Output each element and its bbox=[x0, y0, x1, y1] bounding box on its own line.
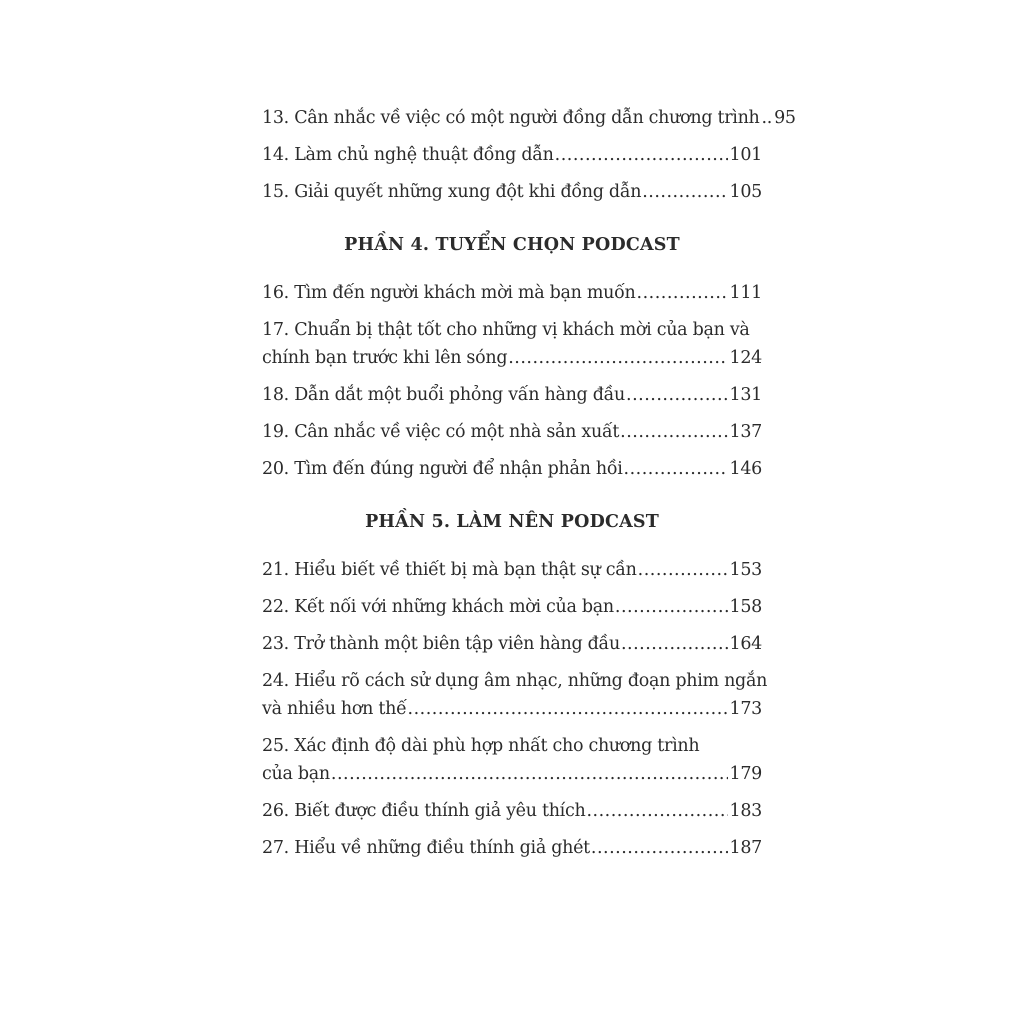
toc-entry-line bbox=[262, 797, 762, 825]
toc-entry-26[interactable] bbox=[262, 797, 762, 825]
toc-entry-15[interactable] bbox=[262, 178, 762, 206]
toc-entry-page: 153 bbox=[729, 560, 762, 580]
toc-entry-page: 179 bbox=[729, 764, 762, 784]
dot-leader bbox=[624, 455, 729, 483]
toc-entry-line bbox=[262, 695, 762, 723]
dot-leader bbox=[586, 797, 728, 825]
toc-entry-line bbox=[262, 279, 762, 307]
dot-leader bbox=[508, 344, 728, 372]
toc-entry-title: chính bạn trước khi lên sóng bbox=[262, 348, 508, 368]
dot-leader bbox=[642, 178, 728, 206]
dot-leader bbox=[331, 760, 729, 788]
toc-entry-page: 164 bbox=[729, 634, 762, 654]
toc-entry-title-line1: 24. Hiểu rõ cách sử dụng âm nhạc, những đoạn phim ngắn bbox=[262, 671, 768, 691]
toc-entry-page: 187 bbox=[729, 838, 762, 858]
toc-entry-page: 105 bbox=[729, 182, 762, 202]
toc-entry-title: của bạn bbox=[262, 764, 330, 784]
toc-entry-page: 183 bbox=[729, 801, 762, 821]
toc-entry-title: 23. Trở thành một biên tập viên hàng đầu bbox=[262, 634, 620, 654]
toc-entry-page: 146 bbox=[729, 459, 762, 479]
toc-entry-title: 21. Hiểu biết về thiết bị mà bạn thật sự cần bbox=[262, 560, 637, 580]
toc-entry-page: 111 bbox=[729, 283, 762, 303]
dot-leader bbox=[615, 593, 729, 621]
toc-entry-27[interactable] bbox=[262, 834, 762, 862]
toc-entry-line bbox=[262, 834, 762, 862]
toc-entry-25[interactable] bbox=[262, 732, 762, 788]
toc-entry-title: và nhiều hơn thế bbox=[262, 699, 407, 719]
toc-entry-page: 124 bbox=[729, 348, 762, 368]
section-heading-part-5: PHẦN 5. LÀM NÊN PODCAST bbox=[365, 512, 659, 532]
toc-entry-16[interactable] bbox=[262, 279, 762, 307]
toc-entry-line bbox=[262, 381, 762, 409]
toc-entry-13[interactable] bbox=[262, 104, 796, 132]
dot-leader bbox=[408, 695, 729, 723]
toc-entry-page: 158 bbox=[729, 597, 762, 617]
toc-entry-line bbox=[262, 104, 796, 132]
toc-entry-title-line1: 25. Xác định độ dài phù hợp nhất cho chương trình bbox=[262, 736, 700, 756]
toc-entry-line bbox=[262, 418, 762, 446]
toc-entry-title: 22. Kết nối với những khách mời của bạn bbox=[262, 597, 614, 617]
dot-leader bbox=[591, 834, 729, 862]
toc-entry-20[interactable] bbox=[262, 455, 762, 483]
toc-entry-24[interactable] bbox=[262, 667, 768, 723]
toc-entry-line bbox=[262, 556, 762, 584]
toc-entry-short-leader: .. bbox=[761, 108, 773, 128]
toc-entry-page: 173 bbox=[729, 699, 762, 719]
toc-entry-title: 15. Giải quyết những xung đột khi đồng dẫn bbox=[262, 182, 642, 202]
toc-entry-title: 20. Tìm đến đúng người để nhận phản hồi bbox=[262, 459, 623, 479]
dot-leader bbox=[620, 418, 728, 446]
toc-entry-title-line1: 17. Chuẩn bị thật tốt cho những vị khách mời của bạn và bbox=[262, 320, 750, 340]
toc-entry-title: 16. Tìm đến người khách mời mà bạn muốn bbox=[262, 283, 636, 303]
toc-entry-title: 19. Cân nhắc về việc có một nhà sản xuất bbox=[262, 422, 620, 442]
toc-entry-22[interactable] bbox=[262, 593, 762, 621]
toc-entry-line bbox=[262, 630, 762, 658]
dot-leader bbox=[555, 141, 729, 169]
toc-entry-page: 131 bbox=[729, 385, 762, 405]
toc-entry-line bbox=[262, 141, 762, 169]
toc-entry-21[interactable] bbox=[262, 556, 762, 584]
toc-entry-line bbox=[262, 344, 762, 372]
toc-entry-18[interactable] bbox=[262, 381, 762, 409]
toc-entry-page: 95 bbox=[774, 108, 796, 128]
toc-entry-title: 14. Làm chủ nghệ thuật đồng dẫn bbox=[262, 145, 554, 165]
toc-entry-page: 101 bbox=[729, 145, 762, 165]
toc-entry-line bbox=[262, 760, 762, 788]
toc-entry-title: 27. Hiểu về những điều thính giả ghét bbox=[262, 838, 590, 858]
dot-leader bbox=[621, 630, 729, 658]
section-heading-part-4: PHẦN 4. TUYỂN CHỌN PODCAST bbox=[344, 235, 680, 255]
dot-leader bbox=[626, 381, 728, 409]
toc-entry-14[interactable] bbox=[262, 141, 762, 169]
toc-entry-19[interactable] bbox=[262, 418, 762, 446]
dot-leader bbox=[637, 279, 729, 307]
toc-entry-title: 18. Dẫn dắt một buổi phỏng vấn hàng đầu bbox=[262, 385, 626, 405]
toc-entry-17[interactable] bbox=[262, 316, 762, 372]
toc-entry-page: 137 bbox=[729, 422, 762, 442]
toc-entry-line bbox=[262, 593, 762, 621]
toc-entry-title: 26. Biết được điều thính giả yêu thích bbox=[262, 801, 586, 821]
toc-entry-line bbox=[262, 178, 762, 206]
toc-entry-23[interactable] bbox=[262, 630, 762, 658]
table-of-contents bbox=[262, 104, 796, 871]
toc-entry-line bbox=[262, 455, 762, 483]
toc-entry-title: 13. Cân nhắc về việc có một người đồng dẫn chương trình bbox=[262, 108, 760, 128]
dot-leader bbox=[638, 556, 729, 584]
